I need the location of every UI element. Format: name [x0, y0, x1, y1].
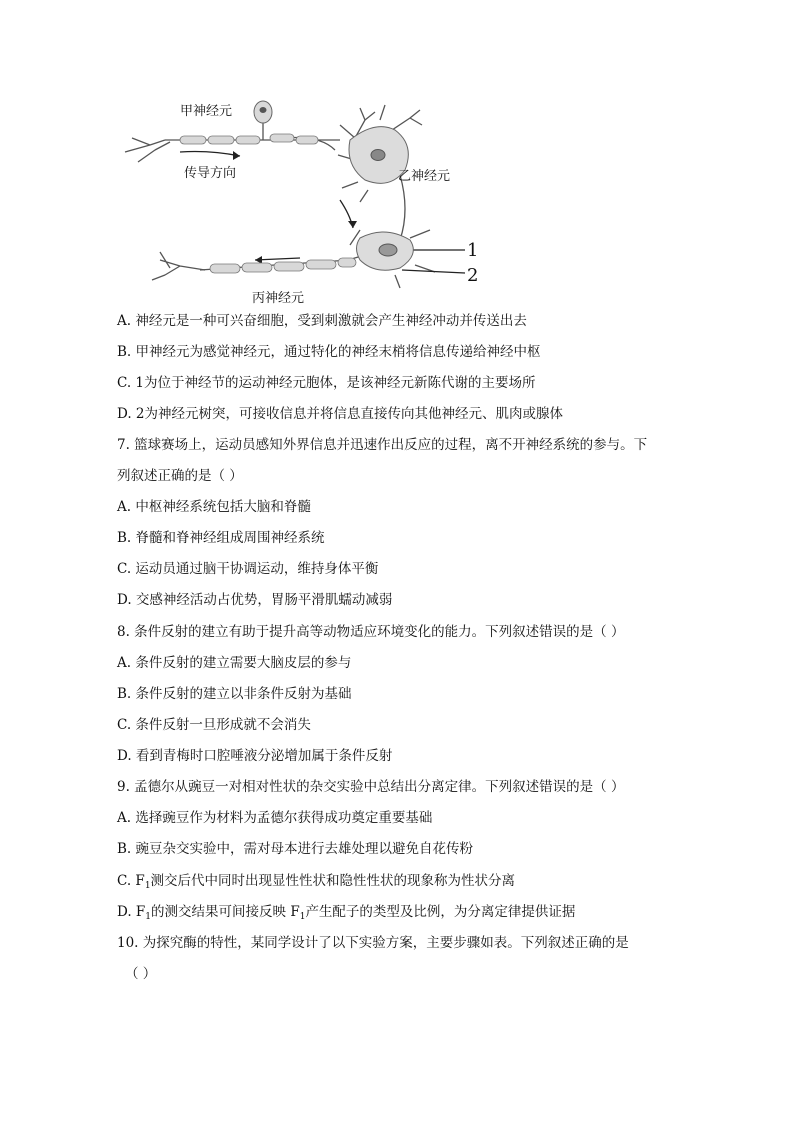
- label-number-1: 1: [467, 240, 479, 261]
- q7-option-b: B. 脊髓和脊神经组成周围神经系统: [117, 530, 325, 546]
- subscript-1: 1: [299, 912, 306, 922]
- q9-stem: 9. 孟德尔从豌豆一对相对性状的杂交实验中总结出分离定律。下列叙述错误的是（ ）: [117, 779, 625, 795]
- q7-option-d: D. 交感神经活动占优势，胃肠平滑肌蠕动减弱: [117, 592, 393, 608]
- q10-stem-line1: 10. 为探究酶的特性，某同学设计了以下实验方案，主要步骤如表。下列叙述正确的是: [117, 935, 629, 951]
- q8-option-a: A. 条件反射的建立需要大脑皮层的参与: [117, 655, 352, 671]
- label-yi-neuron: 乙神经元: [398, 169, 451, 184]
- q9-option-d-text: 产生配子的类型及比例，为分离定律提供证据: [305, 904, 576, 920]
- label-conduction-direction: 传导方向: [184, 166, 237, 181]
- q9-option-d-mid: 的测交结果可间接反映 F: [151, 904, 300, 920]
- q9-option-d-prefix: D. F: [117, 904, 146, 920]
- q10-stem-line2: （ ）: [125, 966, 157, 982]
- q8-stem: 8. 条件反射的建立有助于提升高等动物适应环境变化的能力。下列叙述错误的是（ ）: [117, 624, 625, 640]
- q8-option-b: B. 条件反射的建立以非条件反射为基础: [117, 686, 352, 702]
- q8-option-c: C. 条件反射一旦形成就不会消失: [117, 717, 311, 733]
- label-number-2: 2: [467, 265, 479, 286]
- q6-option-b: B. 甲神经元为感觉神经元，通过特化的神经末梢将信息传递给神经中枢: [117, 344, 541, 360]
- q8-option-d: D. 看到青梅时口腔唾液分泌增加属于条件反射: [117, 748, 393, 764]
- q9-option-a: A. 选择豌豆作为材料为孟德尔获得成功奠定重要基础: [117, 810, 433, 826]
- label-bing-neuron: 丙神经元: [252, 291, 305, 306]
- q9-option-c-prefix: C. F: [117, 873, 145, 889]
- q9-option-d: [117, 903, 575, 926]
- label-jia-neuron: 甲神经元: [180, 104, 233, 119]
- q9-option-b: B. 豌豆杂交实验中，需对母本进行去雄处理以避免自花传粉: [117, 841, 474, 857]
- neuron-diagram: [110, 90, 490, 310]
- q9-option-c: [117, 872, 515, 895]
- q7-option-c: C. 运动员通过脑干协调运动，维持身体平衡: [117, 561, 379, 577]
- neuron-illustration: [110, 90, 490, 310]
- subscript-1: 1: [145, 912, 152, 922]
- subscript-1: 1: [144, 881, 151, 891]
- q7-stem-line2: 列叙述正确的是（ ）: [117, 468, 243, 484]
- q6-option-d: D. 2为神经元树突，可接收信息并将信息直接传向其他神经元、肌肉或腺体: [117, 406, 564, 422]
- q7-stem-line1: 7. 篮球赛场上，运动员感知外界信息并迅速作出反应的过程，离不开神经系统的参与。下: [117, 437, 648, 453]
- q6-option-a: A. 神经元是一种可兴奋细胞，受到刺激就会产生神经冲动并传送出去: [117, 313, 527, 329]
- q7-option-a: A. 中枢神经系统包括大脑和脊髓: [117, 499, 311, 515]
- q6-option-c: C. 1为位于神经节的运动神经元胞体，是该神经元新陈代谢的主要场所: [117, 375, 536, 391]
- q9-option-c-text: 测交后代中同时出现显性性状和隐性性状的现象称为性状分离: [150, 873, 516, 889]
